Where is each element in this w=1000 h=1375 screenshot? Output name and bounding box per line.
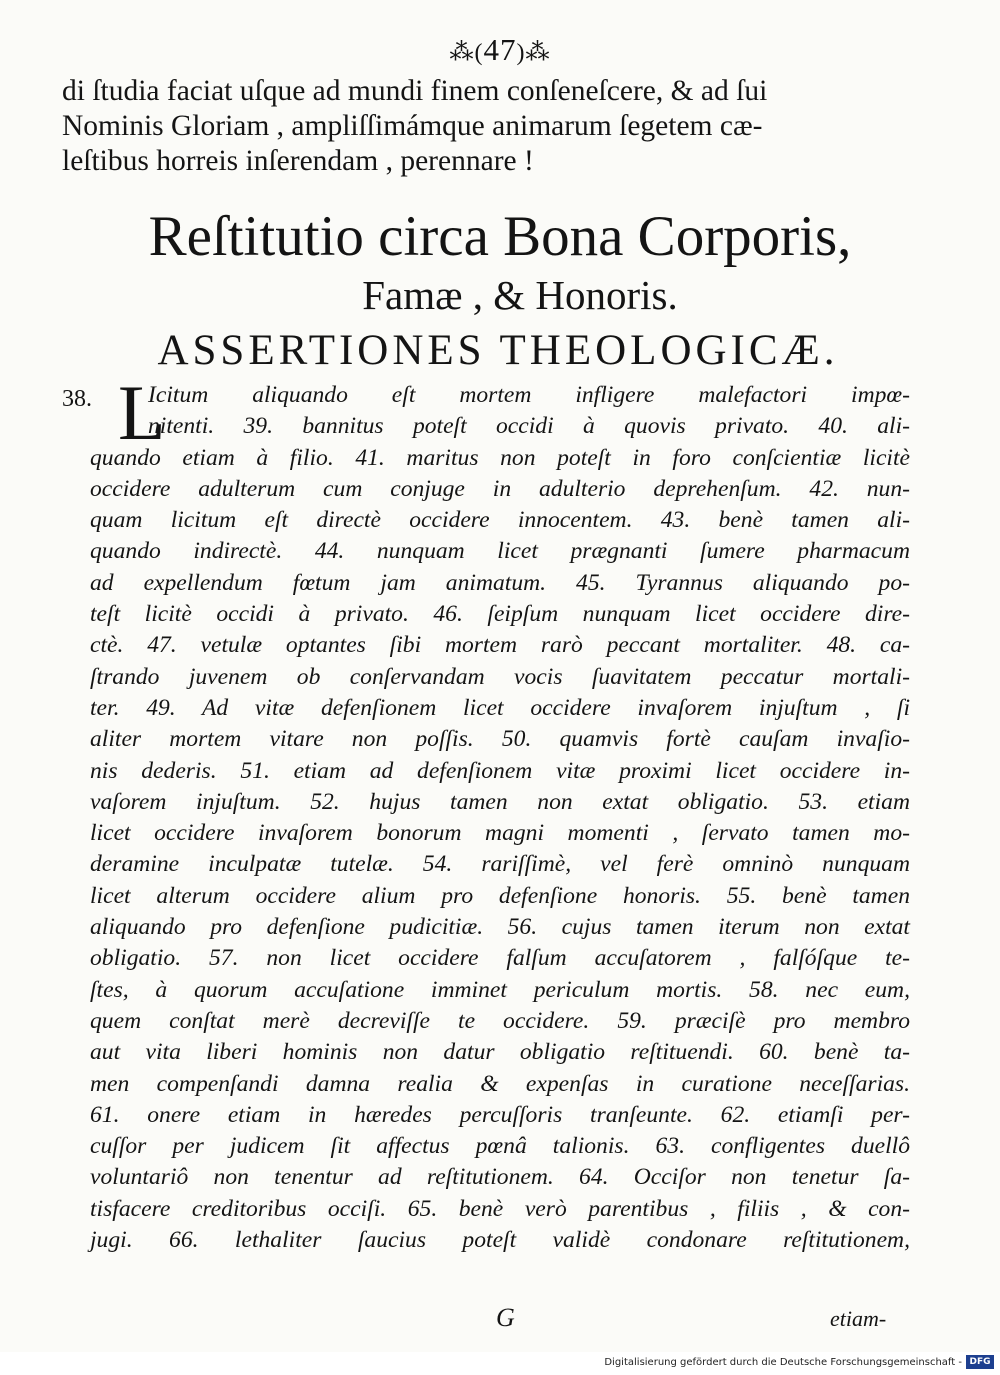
- body-line: ad expellendum fœtum jam animatum. 45. Tyrannus aliquando po-: [90, 569, 910, 596]
- section-title: Reſtitutio circa Bona Corporis,: [148, 205, 852, 268]
- page-number: 47: [483, 32, 517, 67]
- body-line: cuſſor per judicem ſit affectus pœnâ talionis. 63. confligentes duellô: [90, 1133, 910, 1160]
- assertions-body: [90, 369, 910, 1256]
- body-line: 61. onere etiam in hæredes percuſſoris tranſeunte. 62. etiamſi per-: [90, 1101, 910, 1128]
- footer-bar: [0, 1352, 1000, 1375]
- header-ornament-right: )⁂: [516, 40, 551, 66]
- body-line: quando etiam à filio. 41. maritus non poteſt in foro conſcientiæ licitè: [90, 444, 910, 471]
- body-line: teſt licitè occidi à privato. 46. ſeipſum nunquam licet occidere dire-: [90, 601, 910, 628]
- body-line: voluntariô non tenentur ad reſtitutionem. 64. Occiſor non tenetur ſa-: [90, 1164, 910, 1191]
- catchword: etiam-: [830, 1306, 887, 1331]
- body-line: vaſorem injuſtum. 52. hujus tamen non extat obligatio. 53. etiam: [90, 788, 910, 815]
- paragraph-number: 38.: [62, 386, 92, 412]
- body-line: quem conſtat merè decreviſſe te occidere. 59. præciſè pro membro: [90, 1007, 910, 1034]
- body-line: licet occidere invaſorem bonorum magni momenti , ſervato tamen mo-: [90, 820, 910, 847]
- section-subtitle: Famæ , & Honoris.: [362, 272, 678, 318]
- body-line: ter. 49. Ad vitæ defenſionem licet occidere invaſorem injuſtum , ſi: [90, 694, 910, 721]
- intro-line: di ſtudia faciat uſque ad mundi finem conſeneſcere, & ad ſui: [62, 75, 768, 107]
- intro-line: Nominis Gloriam , ampliſſimámque animarum ſegetem cæ-: [62, 110, 763, 142]
- body-line: licet alterum occidere alium pro defenſione honoris. 55. benè tamen: [90, 882, 910, 909]
- dfg-logo-icon: DFG: [966, 1355, 994, 1369]
- body-line: aliquando pro defenſione pudicitiæ. 56. cujus tamen iterum non extat: [90, 914, 910, 941]
- body-line: ſtes, à quorum accuſatione imminet periculum mortis. 58. nec eum,: [90, 976, 910, 1003]
- footer-credit: Digitalisierung gefördert durch die Deutsche Forschungsgemeinschaft -: [604, 1357, 962, 1368]
- body-line: tisfacere creditoribus occiſi. 65. benè verò parentibus , filiis , & con-: [90, 1195, 910, 1222]
- body-line: nitenti. 39. bannitus poteſt occidi à quovis privato. 40. ali-: [148, 413, 910, 440]
- intro-paragraph: [62, 74, 906, 179]
- body-line: nis dederis. 51. etiam ad defenſionem vitæ proximi licet occidere in-: [90, 757, 910, 784]
- body-line: Icitum aliquando eſt mortem infligere malefactori impœ-: [148, 382, 910, 408]
- body-line: obligatio. 57. non licet occidere falſum accuſatorem , falſóſque te-: [90, 945, 910, 972]
- body-line: aliter mortem vitare non poſſis. 50. quamvis fortè cauſam invaſio-: [90, 726, 910, 753]
- body-line: quando indirectè. 44. nunquam licet prægnanti ſumere pharmacum: [90, 538, 910, 565]
- body-line: aut vita liberi hominis non datur obligatio reſtituendi. 60. benè ta-: [90, 1039, 910, 1066]
- header-ornament-left: ⁂(: [449, 40, 484, 66]
- body-line: occidere adulterum cum conjuge in adulterio deprehenſum. 42. nun-: [90, 475, 910, 502]
- body-line: ſtrando juvenem ob conſervandam vocis ſuavitatem peccatur mortali-: [90, 663, 910, 690]
- body-line: deramine inculpatæ tutelæ. 54. rariſſimè, vel ferè omninò nunquam: [90, 851, 910, 878]
- body-line: quam licitum eſt directè occidere innocentem. 43. benè tamen ali-: [90, 507, 910, 534]
- intro-line: leſtibus horreis inſerendam , perennare !: [62, 145, 534, 177]
- body-line: jugi. 66. lethaliter ſaucius poteſt validè condonare reſtitutionem,: [90, 1227, 910, 1254]
- body-line: men compenſandi damna realia & expenſas in curatione neceſſarias.: [90, 1070, 910, 1097]
- signature-mark: G: [496, 1303, 515, 1332]
- page-header: [0, 32, 1000, 68]
- drop-cap: L: [118, 369, 166, 456]
- section-heading: ASSERTIONES THEOLOGICÆ.: [157, 327, 839, 374]
- body-line: ctè. 47. vetulæ optantes ſibi mortem rarò peccant mortaliter. 48. ca-: [90, 632, 910, 659]
